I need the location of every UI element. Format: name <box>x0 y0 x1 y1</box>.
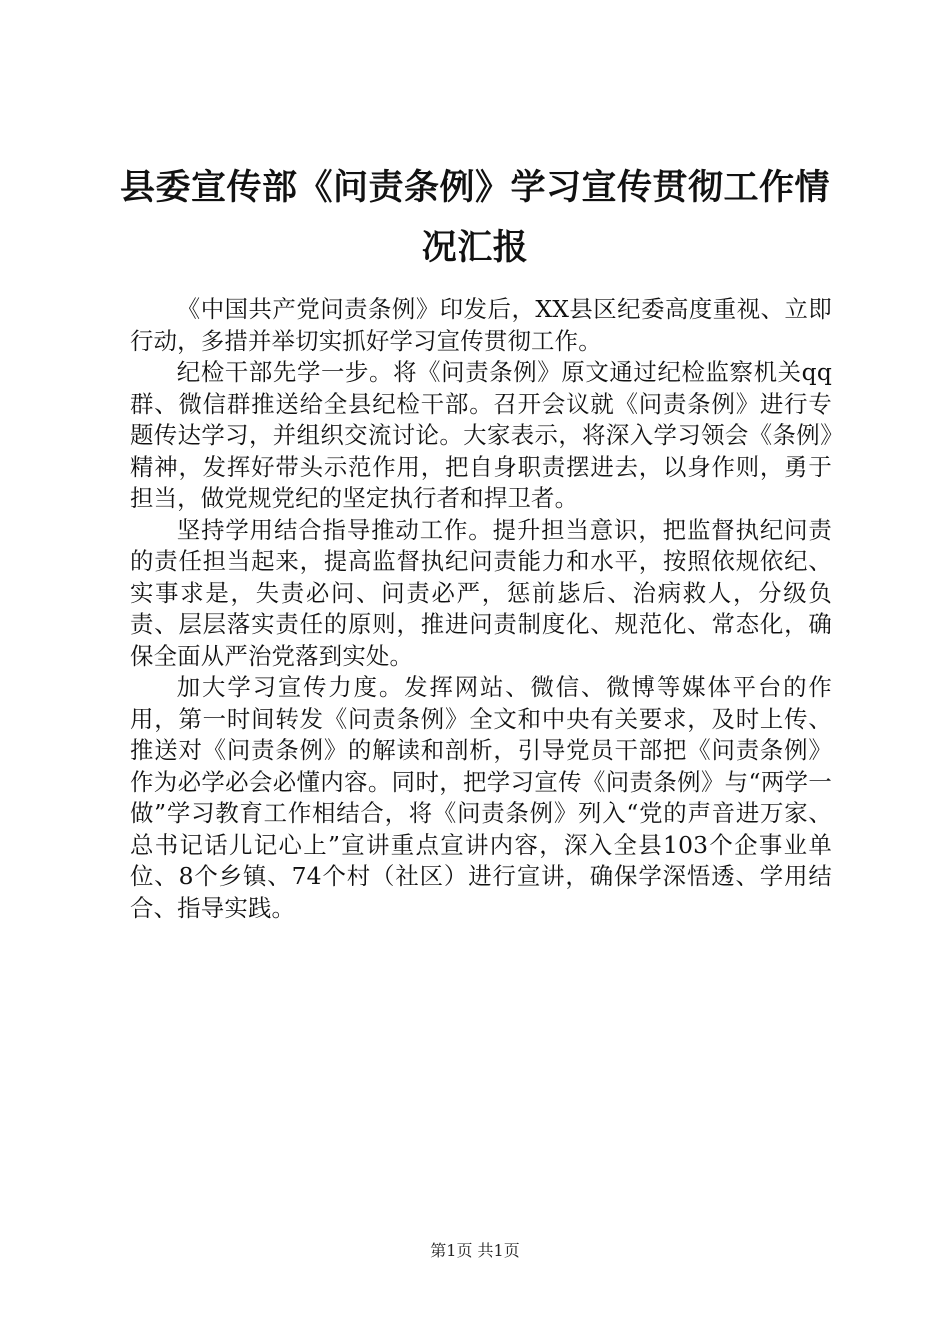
document-body <box>130 294 832 924</box>
page-footer: 第1页 共1页 <box>430 1241 520 1260</box>
paragraph-publicity: 加大学习宣传力度。发挥网站、微信、微博等媒体平台的作用，第一时间转发《问责条例》全文和中央有关要求，及时上传、推送对《问责条例》的解读和剖析，引导党员干部把《问责条例》作为必学必会必懂内容。同时，把学习宣传《问责条例》与“两学一做”学习教育工作相结合，将《问责条例》列入“党的声音进万家、总书记话儿记心上”宣讲重点宣讲内容，深入全县103个企事业单位、8个乡镇、74个村（社区）进行宣讲，确保学深悟透、学用结合、指导实践。 <box>130 673 832 922</box>
paragraph-apply-learning: 坚持学用结合指导推动工作。提升担当意识，把监督执纪问责的责任担当起来，提高监督执纪问责能力和水平，按照依规依纪、实事求是，失责必问、问责必严，惩前毖后、治病救人，分级负责、层层落实责任的原则，推进问责制度化、规范化、常态化，确保全面从严治党落到实处。 <box>130 515 832 670</box>
paragraph-intro: 《中国共产党问责条例》印发后，XX县区纪委高度重视、立即行动，多措并举切实抓好学习宣传贯彻工作。 <box>130 295 832 355</box>
document-title: 县委宣传部《问责条例》学习宣传贯彻工作情况汇报 <box>120 168 831 268</box>
paragraph-study-first: 纪检干部先学一步。将《问责条例》原文通过纪检监察机关qq群、微信群推送给全县纪检干部。召开会议就《问责条例》进行专题传达学习，并组织交流讨论。大家表示，将深入学习领会《条例》精神，发挥好带头示范作用，把自身职责摆进去，以身作则，勇于担当，做党规党纪的坚定执行者和捍卫者。 <box>130 358 832 512</box>
